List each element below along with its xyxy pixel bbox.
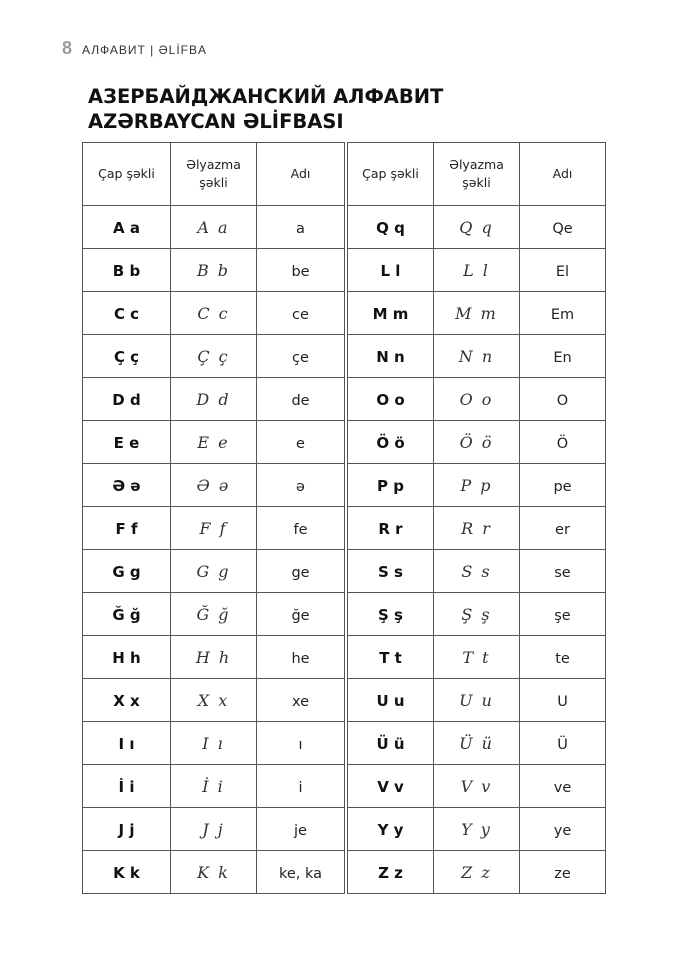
handwritten-letter: C c	[197, 303, 230, 323]
handwritten-letter: T t	[462, 647, 491, 667]
letter-name: er	[555, 521, 570, 538]
print-letter: E e	[113, 433, 140, 452]
letter-name: de	[291, 392, 310, 409]
print-letter: P p	[377, 476, 404, 495]
table-row	[83, 765, 606, 808]
print-letter: U u	[376, 691, 405, 710]
handwritten-letter: H h	[195, 647, 232, 667]
print-letter: İ i	[118, 777, 135, 796]
table-row	[83, 206, 606, 249]
print-letter: Z z	[378, 863, 403, 882]
letter-name: Em	[550, 306, 575, 323]
header-name: Adı	[520, 143, 606, 206]
print-letter: Y y	[377, 820, 404, 839]
table-row	[83, 550, 606, 593]
letter-name: şe	[554, 607, 571, 624]
table-row	[83, 464, 606, 507]
table-row	[83, 636, 606, 679]
letter-name: Ü	[557, 736, 568, 753]
handwritten-letter: M m	[455, 303, 498, 323]
print-letter: Ç ç	[113, 347, 140, 366]
title-russian: АЗЕРБАЙДЖАНСКИЙ АЛФАВИТ	[88, 85, 444, 108]
handwritten-letter: X x	[197, 690, 230, 710]
handwritten-letter: E e	[197, 432, 230, 452]
print-letter: F f	[115, 519, 138, 538]
table-row	[83, 292, 606, 335]
handwritten-letter: P p	[460, 475, 493, 495]
letter-name: a	[296, 220, 305, 237]
handwritten-letter: O o	[459, 389, 494, 409]
letter-name: ke, ka	[278, 865, 323, 882]
print-letter: L l	[380, 261, 401, 280]
handwritten-letter: N n	[458, 346, 495, 366]
handwritten-letter: Ç ç	[197, 346, 230, 366]
print-letter: N n	[376, 347, 405, 366]
table-row	[83, 722, 606, 765]
print-letter: T t	[379, 648, 402, 667]
print-letter: X x	[113, 691, 140, 710]
page-number: 8	[62, 38, 73, 58]
letter-name: be	[291, 263, 310, 280]
letter-name: je	[294, 822, 307, 839]
print-letter: K k	[113, 863, 140, 882]
running-head	[62, 38, 207, 59]
table-row	[83, 851, 606, 894]
handwritten-letter: D d	[196, 389, 231, 409]
table-row	[83, 593, 606, 636]
letter-name: pe	[553, 478, 572, 495]
table-row	[83, 507, 606, 550]
print-letter: Ü ü	[376, 734, 405, 753]
letter-name: En	[553, 349, 572, 366]
print-letter: Ö ö	[376, 433, 405, 452]
letter-name: i	[298, 779, 303, 796]
page-title	[88, 84, 443, 134]
table-row	[83, 421, 606, 464]
header-handwritten: Əlyazma şəkli	[171, 143, 257, 206]
letter-name: ce	[292, 306, 309, 323]
print-letter: Q q	[376, 218, 405, 237]
handwritten-letter: I ı	[202, 733, 225, 753]
print-letter: O o	[376, 390, 405, 409]
handwritten-letter: B b	[196, 260, 231, 280]
alphabet-body	[83, 206, 606, 894]
print-letter: M m	[372, 304, 409, 323]
letter-name: se	[554, 564, 571, 581]
handwritten-letter: İ i	[202, 776, 225, 796]
letter-name: O	[556, 392, 569, 409]
print-letter: S s	[378, 562, 403, 581]
print-letter: B b	[112, 261, 141, 280]
handwritten-letter: V v	[460, 776, 493, 796]
print-letter: I ı	[118, 734, 135, 753]
header-handwritten: Əlyazma şəkli	[434, 143, 520, 206]
print-letter: J j	[118, 820, 135, 839]
print-letter: Ş ş	[378, 605, 403, 624]
print-letter: Ğ ğ	[112, 605, 141, 624]
handwritten-letter: Ğ ğ	[196, 604, 231, 624]
handwritten-letter: G g	[196, 561, 231, 581]
print-letter: R r	[378, 519, 403, 538]
header-print: Çap şəkli	[348, 143, 434, 206]
table-row	[83, 679, 606, 722]
letter-name: Ö	[556, 435, 569, 452]
table-row	[83, 249, 606, 292]
letter-name: ve	[553, 779, 572, 796]
letter-name: te	[555, 650, 570, 667]
letter-name: çe	[292, 349, 309, 366]
print-letter: D d	[112, 390, 141, 409]
running-head-text: АЛФАВИТ | ƏLİFBA	[82, 43, 208, 57]
handwritten-letter: R r	[461, 518, 492, 538]
print-letter: G g	[112, 562, 141, 581]
handwritten-letter: L l	[463, 260, 490, 280]
letter-name: ı	[298, 736, 303, 753]
letter-name: ze	[554, 865, 571, 882]
print-letter: Ə ə	[112, 476, 141, 495]
letter-name: El	[555, 263, 570, 280]
handwritten-letter: J j	[202, 819, 225, 839]
letter-name: xe	[291, 693, 310, 710]
letter-name: ge	[291, 564, 310, 581]
handwritten-letter: Y y	[461, 819, 492, 839]
alphabet-table	[82, 142, 606, 894]
handwritten-letter: F f	[199, 518, 228, 538]
table-row	[83, 808, 606, 851]
letter-name: e	[296, 435, 305, 452]
title-azerbaijani: AZƏRBAYCAN ƏLİFBASI	[88, 110, 344, 133]
print-letter: C c	[113, 304, 140, 323]
header-name: Adı	[257, 143, 345, 206]
print-letter: H h	[112, 648, 141, 667]
header-row	[83, 143, 606, 206]
handwritten-letter: Ü ü	[459, 733, 494, 753]
handwritten-letter: Q q	[459, 217, 494, 237]
letter-name: Qe	[552, 220, 573, 237]
print-letter: V v	[377, 777, 404, 796]
handwritten-letter: A a	[197, 217, 230, 237]
letter-name: he	[291, 650, 310, 667]
letter-name: fe	[293, 521, 308, 538]
letter-name: U	[557, 693, 568, 710]
table-row	[83, 335, 606, 378]
letter-name: ə	[296, 478, 305, 495]
handwritten-letter: U u	[459, 690, 494, 710]
handwritten-letter: Z z	[461, 862, 492, 882]
letter-name: ye	[553, 822, 572, 839]
letter-name: ğe	[291, 607, 310, 624]
handwritten-letter: Ş ş	[461, 604, 492, 624]
handwritten-letter: K k	[197, 862, 230, 882]
print-letter: A a	[113, 218, 140, 237]
header-print: Çap şəkli	[83, 143, 171, 206]
handwritten-letter: Ö ö	[459, 432, 494, 452]
handwritten-letter: Ə ə	[196, 475, 231, 495]
table-row	[83, 378, 606, 421]
handwritten-letter: S s	[461, 561, 492, 581]
